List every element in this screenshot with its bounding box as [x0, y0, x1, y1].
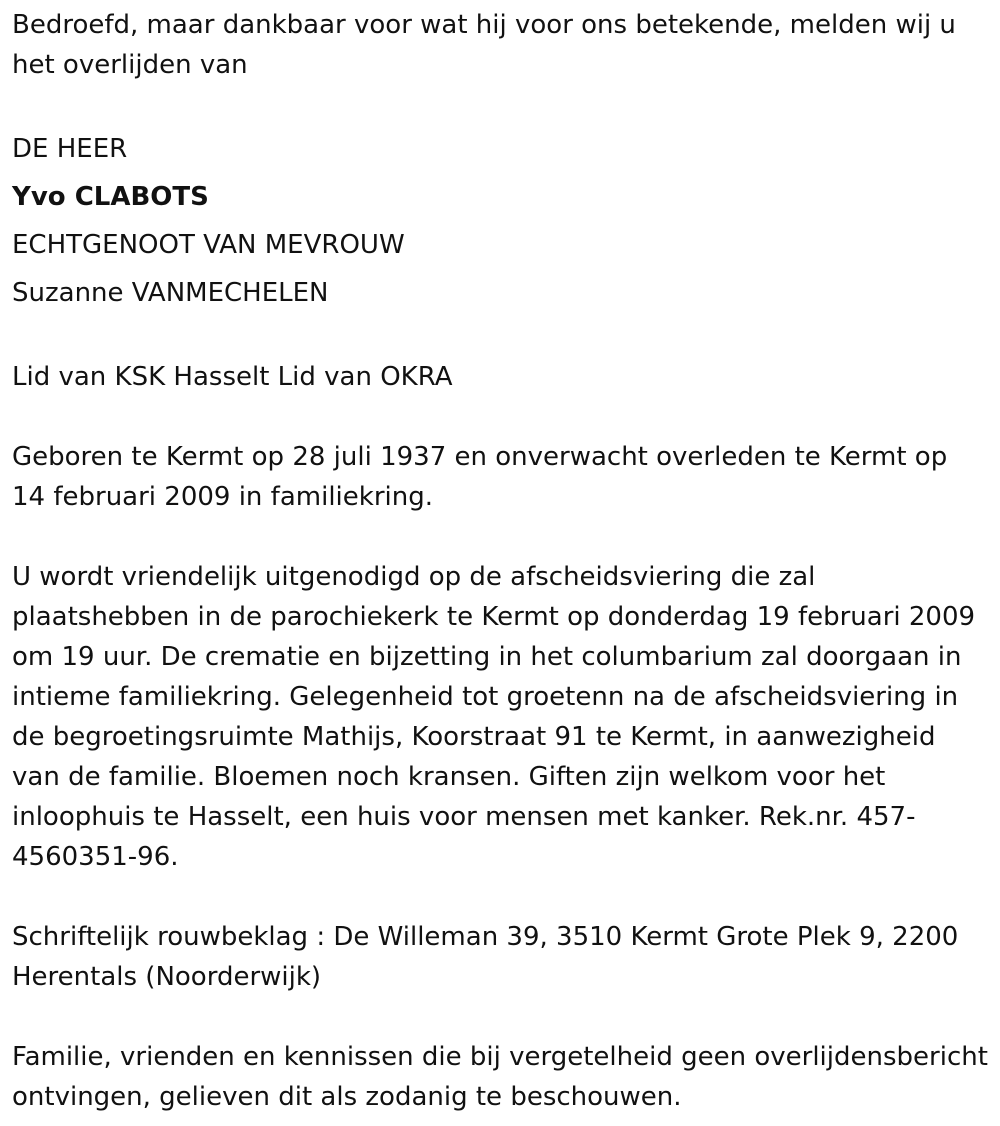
- deceased-name: Yvo CLABOTS: [12, 182, 209, 212]
- birth-death-paragraph: Geboren te Kermt op 28 juli 1937 en onverwacht overleden te Kermt op 14 februari 2009 in familiekring.: [12, 442, 948, 512]
- memberships-paragraph: Lid van KSK Hasselt Lid van OKRA: [12, 362, 453, 392]
- intro-paragraph: Bedroefd, maar dankbaar voor wat hij voor ons betekende, melden wij u het overlijden van: [12, 10, 956, 80]
- closing-paragraph: Familie, vrienden en kennissen die bij vergetelheid geen overlijdensbericht ontvingen, gelieven dit als zodanig te beschouwen.: [12, 1042, 988, 1112]
- spouse-label: ECHTGENOOT VAN MEVROUW: [12, 230, 405, 260]
- deceased-block: [12, 125, 988, 317]
- ceremony-paragraph: U wordt vriendelijk uitgenodigd op de afscheidsviering die zal plaatshebben in de parochiekerk te Kermt op donderdag 19 februari 2009 om 19 uur. De crematie en bijzetting in het columbarium zal doorgaan in intieme familiekring. Gelegenheid tot groetenn na de afscheidsviering in de begroetingsruimte Mathijs, Koorstraat 91 te Kermt, in aanwezigheid van de familie. Bloemen noch kransen. Giften zijn welkom voor het inloophuis te Hasselt, een huis voor mensen met kanker. Rek.nr. 457-4560351-96.: [12, 562, 976, 872]
- title-line: DE HEER: [12, 134, 128, 164]
- spouse-name: Suzanne VANMECHELEN: [12, 278, 329, 308]
- condolences-paragraph: Schriftelijk rouwbeklag : De Willeman 39, 3510 Kermt Grote Plek 9, 2200 Herentals (Noorderwijk): [12, 922, 959, 992]
